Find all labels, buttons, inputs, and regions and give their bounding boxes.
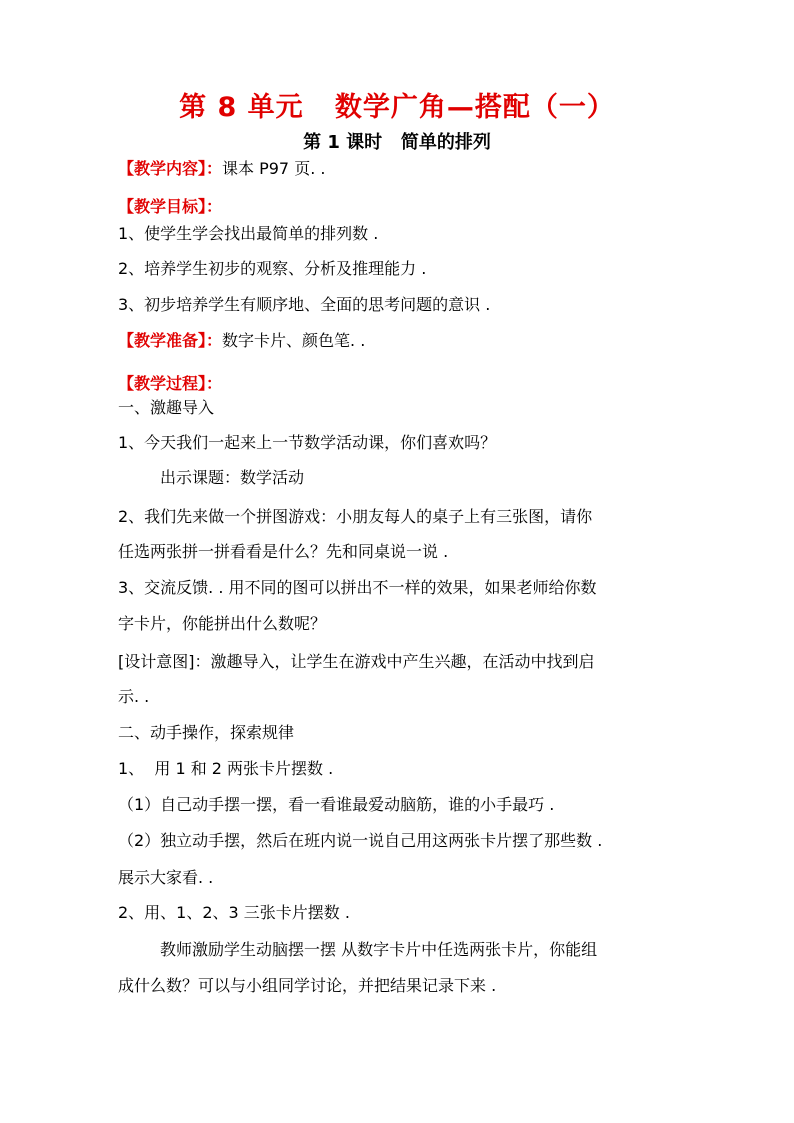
body-line: 一、激趣导入 bbox=[118, 398, 215, 417]
goal-item: 3、初步培养学生有顺序地、全面的思考问题的意识 . bbox=[118, 295, 491, 314]
body-line: （1）自己动手摆一摆，看一看谁最爱动脑筋，谁的小手最巧 . bbox=[118, 795, 555, 814]
section-header-content: 【教学内容】： bbox=[118, 159, 223, 178]
goal-item: 1、使学生学会找出最简单的排列数 . bbox=[118, 224, 379, 243]
prep-line bbox=[118, 329, 698, 353]
body-line: [设计意图]：激趣导入，让学生在游戏中产生兴趣，在活动中找到启 bbox=[118, 652, 595, 671]
section-header-prep: 【教学准备】： bbox=[118, 331, 223, 350]
process-header-text: 【教学过程】： bbox=[118, 374, 223, 393]
body-line: 示. . bbox=[118, 687, 150, 706]
document-subtitle: 第 1 课时 简单的排列 bbox=[303, 132, 491, 153]
body-line: 二、动手操作，探索规律 bbox=[118, 723, 295, 742]
body-line: 2、用、1、2、3 三张卡片摆数 . bbox=[118, 903, 350, 922]
content-line bbox=[118, 157, 698, 181]
body-line: 1、今天我们一起来上一节数学活动课，你们喜欢吗？ bbox=[118, 433, 497, 452]
goals-header-text: 【教学目标】： bbox=[118, 197, 223, 216]
section-header-process bbox=[118, 372, 698, 396]
content-text: 课本 P97 页. . bbox=[222, 159, 326, 178]
document-title: 第 8 单元 数学广角—搭配（一） bbox=[179, 92, 615, 123]
section-header-goals bbox=[118, 195, 698, 219]
body-line: 2、我们先来做一个拼图游戏：小朋友每人的桌子上有三张图，请你 bbox=[118, 507, 593, 526]
body-line: 1、 用 1 和 2 两张卡片摆数 . bbox=[118, 759, 334, 778]
prep-text: 数字卡片、颜色笔. . bbox=[222, 331, 366, 350]
body-line: 成什么数？可以与小组同学讨论，并把结果记录下来 . bbox=[118, 976, 497, 995]
body-line: 展示大家看. . bbox=[118, 868, 214, 887]
goal-item: 2、培养学生初步的观察、分析及推理能力 . bbox=[118, 259, 427, 278]
body-line: 出示课题：数学活动 bbox=[160, 468, 305, 487]
body-line: 教师激励学生动脑摆一摆 从数字卡片中任选两张卡片，你能组 bbox=[160, 940, 598, 959]
body-line: （2）独立动手摆，然后在班内说一说自己用这两张卡片摆了那些数 . bbox=[118, 831, 603, 850]
body-line: 字卡片，你能拼出什么数呢？ bbox=[118, 614, 327, 633]
body-line: 3、交流反馈. . 用不同的图可以拼出不一样的效果，如果老师给你数 bbox=[118, 578, 597, 597]
body-line: 任选两张拼一拼看看是什么？先和同桌说一说 . bbox=[118, 542, 449, 561]
